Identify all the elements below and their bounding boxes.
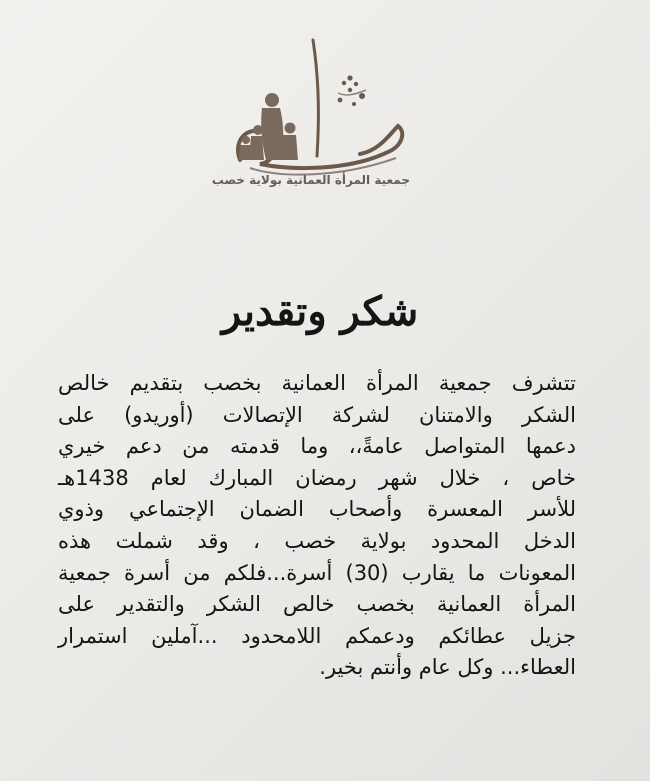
body-line: المعونات ما يقارب (30) أسرة...فلكم من أسرة جمعية — [58, 560, 576, 585]
association-name: جمعية المرأة العمانية بولاية خصب — [211, 173, 410, 187]
letter-body — [58, 368, 576, 684]
body-line: الدخل المحدود بولاية خصب ، وقد شملت هذه — [58, 528, 576, 553]
body-line: المرأة العمانية بخصب خالص الشكر والتقدير على — [58, 592, 576, 617]
letter-title: شكر وتقدير — [221, 288, 419, 335]
body-line: جزيل عطائكم ودعمكم اللامحدود ...آملين استمرار — [58, 623, 576, 648]
body-line: تتشرف جمعية المرأة العمانية بخصب بتقديم خالص — [58, 371, 576, 395]
body-line: الشكر والامتنان لشركة الإتصالات (أوريدو) على — [58, 402, 576, 427]
body-line-closing: العطاء... وكل عام وأنتم بخير. — [319, 655, 576, 680]
body-line: للأسر المعسرة وأصحاب الضمان الإجتماعي وذوي — [58, 497, 576, 522]
body-line: دعمها المتواصل عامةً،، وما قدمته من دعم خيري — [58, 434, 576, 459]
body-line: خاص ، خلال شهر رمضان المبارك لعام 1438هـ — [58, 465, 576, 490]
